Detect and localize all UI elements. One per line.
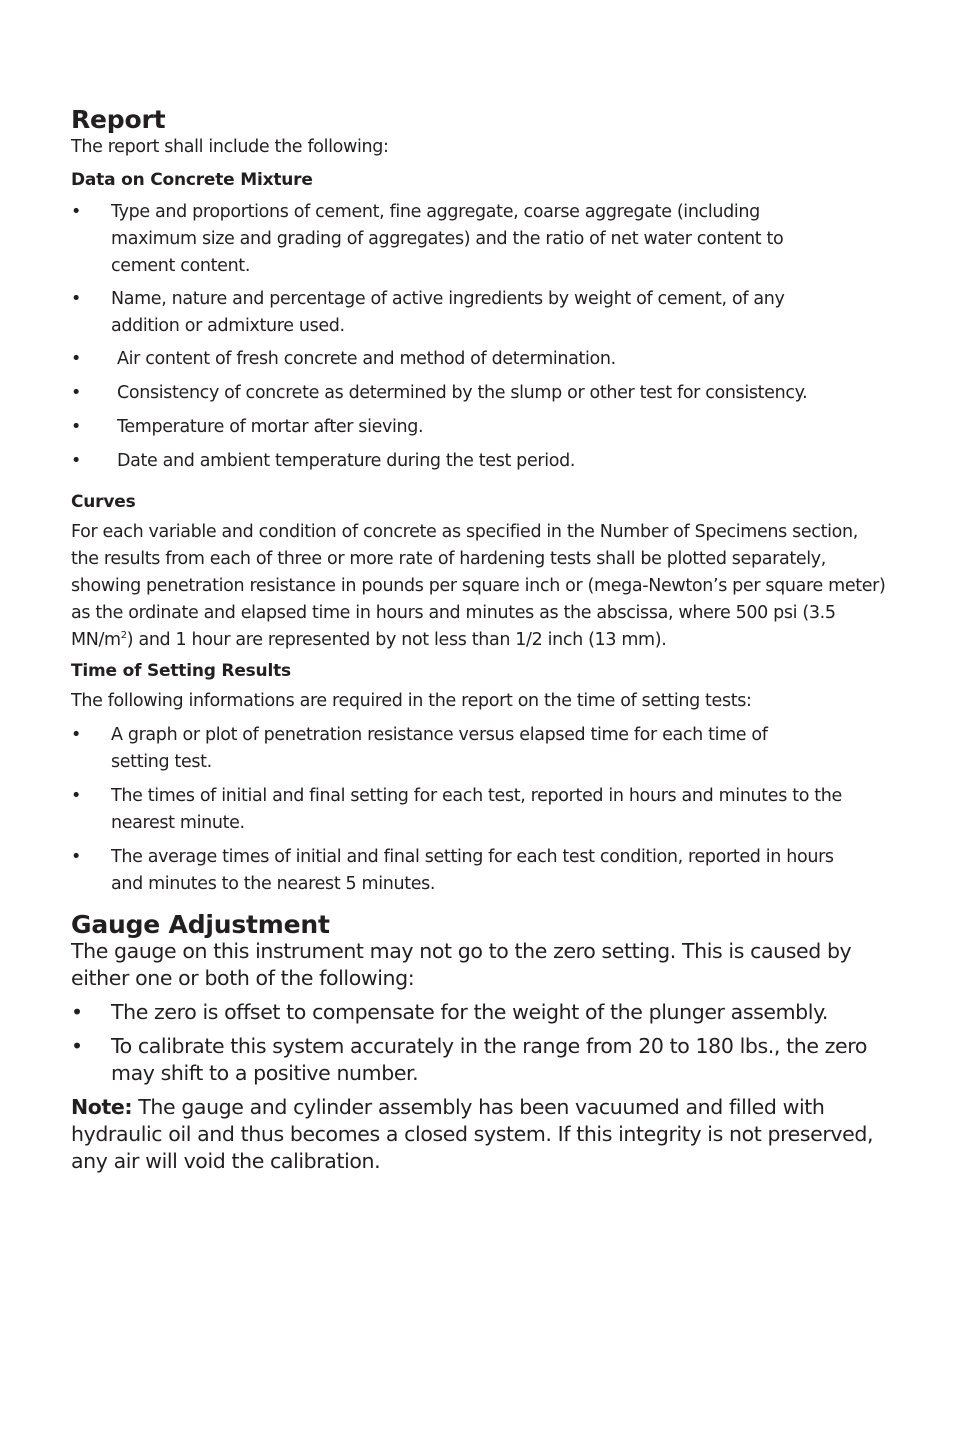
bullet-icon: • xyxy=(71,202,81,222)
list-item-text: The times of initial and final setting for each test, reported in hours and minutes to the nearest minute. xyxy=(111,786,842,833)
list-item xyxy=(71,999,886,1026)
note-label: Note: xyxy=(71,1095,133,1119)
mixture-heading: Data on Concrete Mixture xyxy=(71,170,313,190)
curves-text: For each variable and condition of concrete as specified in the Number of Specimens section, the results from each of three or more rate of hardening tests shall be plotted separately, showing penetration resistance in pounds per square inch or (mega-Newton’s per square meter) as the ordinate and elapsed time in hours and minutes as the abscissa, where 500 psi (3.5 MN/m xyxy=(71,522,886,650)
setting-heading: Time of Setting Results xyxy=(71,661,291,681)
gauge-intro: The gauge on this instrument may not go to the zero setting. This is caused by either one or both of the following: xyxy=(71,939,852,990)
list-item xyxy=(71,346,886,373)
list-item xyxy=(71,380,886,407)
list-item-text: Temperature of mortar after sieving. xyxy=(117,417,424,437)
curves-heading: Curves xyxy=(71,492,136,512)
bullet-icon: • xyxy=(71,289,81,309)
bullet-icon: • xyxy=(71,349,81,369)
bullet-icon: • xyxy=(71,451,81,471)
bullet-icon: • xyxy=(71,383,81,403)
bullet-icon: • xyxy=(71,1000,83,1024)
gauge-list xyxy=(71,999,886,1087)
setting-list xyxy=(71,722,886,898)
bullet-icon: • xyxy=(71,1034,83,1058)
setting-intro: The following informations are required in the report on the time of setting tests: xyxy=(71,691,752,711)
bullet-icon: • xyxy=(71,847,81,867)
bullet-icon: • xyxy=(71,417,81,437)
list-item-text: Air content of fresh concrete and method of determination. xyxy=(117,349,616,369)
document-page xyxy=(71,104,886,1175)
mixture-list xyxy=(71,199,886,475)
report-heading: Report xyxy=(71,105,166,134)
list-item-text: Name, nature and percentage of active ingredients by weight of cement, of any addition or admixture used. xyxy=(111,289,785,336)
report-intro: The report shall include the following: xyxy=(71,137,389,157)
list-item-text: The zero is offset to compensate for the weight of the plunger assembly. xyxy=(111,1000,829,1024)
list-item xyxy=(71,722,811,776)
list-item xyxy=(71,844,846,898)
list-item-text: The average times of initial and final setting for each test condition, reported in hours and minutes to the nearest 5 minutes. xyxy=(111,847,834,894)
bullet-icon: • xyxy=(71,725,81,745)
list-item xyxy=(71,448,886,475)
note-paragraph xyxy=(71,1094,886,1175)
list-item xyxy=(71,1033,886,1087)
gauge-heading: Gauge Adjustment xyxy=(71,910,330,939)
curves-text-end: ) and 1 hour are represented by not less than 1/2 inch (13 mm). xyxy=(126,630,667,650)
list-item-text: To calibrate this system accurately in the range from 20 to 180 lbs., the zero may shift to a positive number. xyxy=(111,1034,867,1085)
list-item xyxy=(71,783,871,837)
list-item-text: A graph or plot of penetration resistance versus elapsed time for each time of setting test. xyxy=(111,725,768,772)
list-item-text: Type and proportions of cement, fine aggregate, coarse aggregate (including maximum size and grading of aggregates) and the ratio of net water content to cement content. xyxy=(111,202,784,276)
bullet-icon: • xyxy=(71,786,81,806)
curves-paragraph xyxy=(71,519,886,654)
list-item xyxy=(71,199,846,280)
list-item xyxy=(71,414,886,441)
note-text: The gauge and cylinder assembly has been vacuumed and filled with hydraulic oil and thus becomes a closed system. If this integrity is not preserved, any air will void the calibration. xyxy=(71,1095,874,1173)
superscript: 2 xyxy=(120,630,127,641)
list-item xyxy=(71,286,846,340)
list-item-text: Consistency of concrete as determined by the slump or other test for consistency. xyxy=(117,383,808,403)
list-item-text: Date and ambient temperature during the test period. xyxy=(117,451,576,471)
